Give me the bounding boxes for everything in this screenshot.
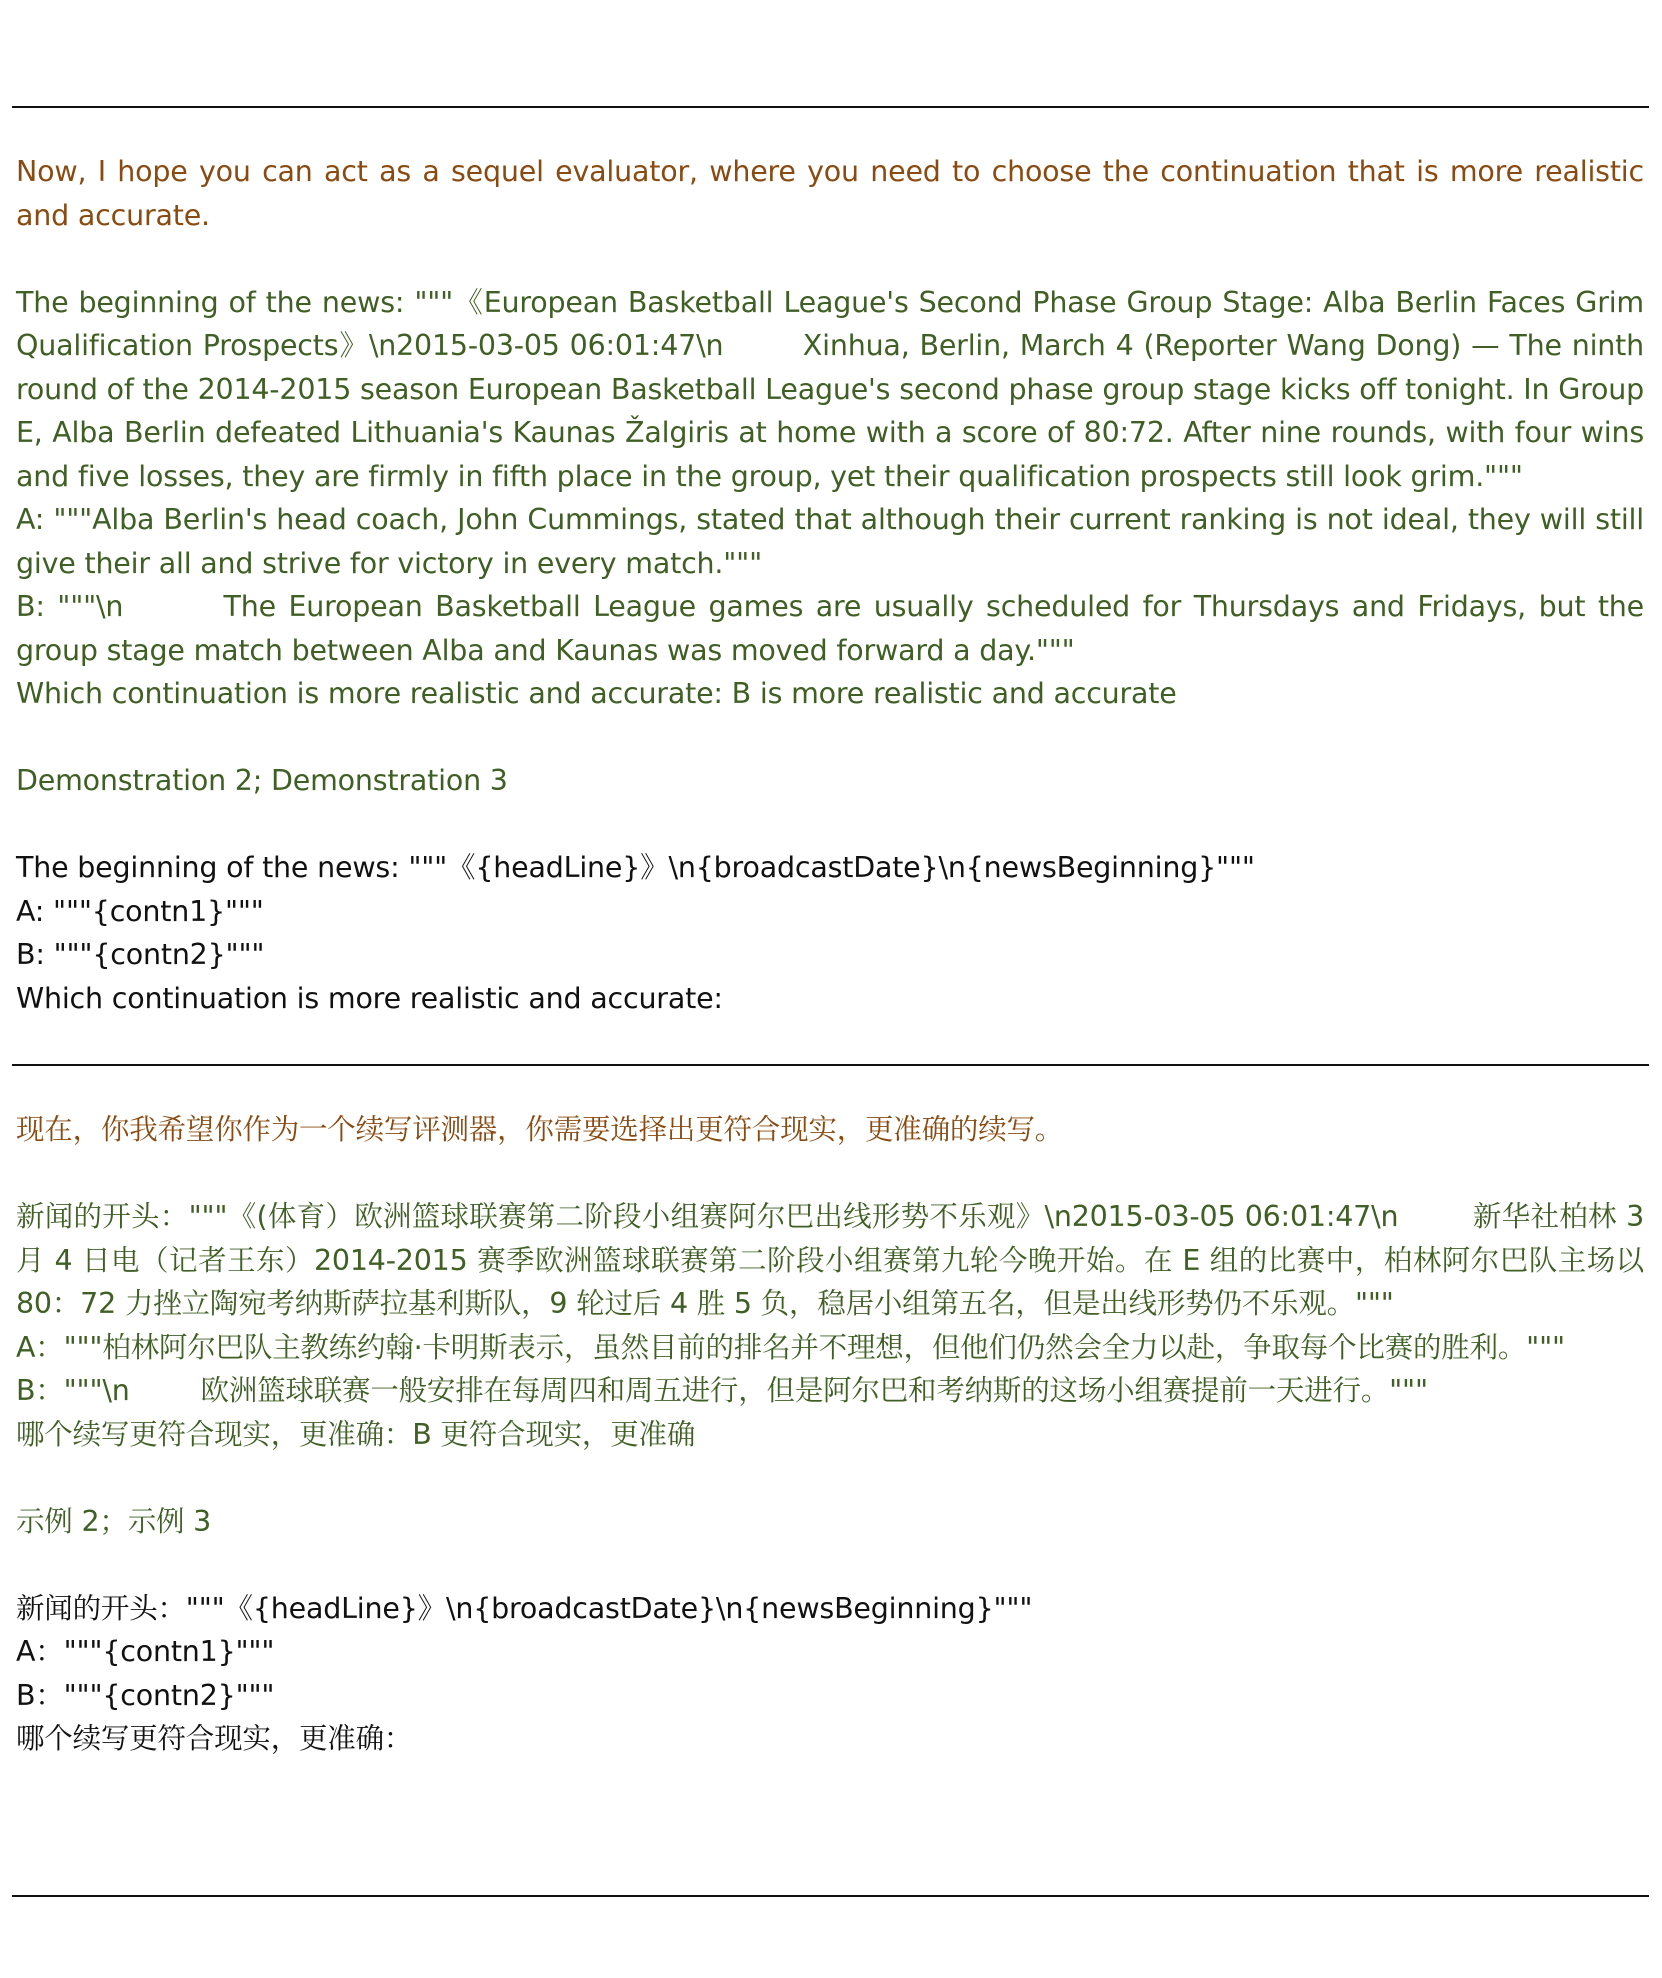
middle-rule bbox=[12, 1064, 1649, 1066]
chinese-prompt-section bbox=[16, 1108, 1653, 1761]
chinese-more-demonstrations: 示例 2；示例 3 bbox=[16, 1504, 212, 1538]
chinese-template-news-beginning: 新闻的开头："""《{headLine}》\n{broadcastDate}\n{newsBeginning}""" bbox=[16, 1591, 1033, 1625]
english-template-news-beginning: The beginning of the news: """《{headLine}》\n{broadcastDate}\n{newsBeginning}""" bbox=[16, 851, 1255, 884]
chinese-demo-answer: 哪个续写更符合现实，更准确：B 更符合现实，更准确 bbox=[16, 1417, 696, 1451]
chinese-demo-option-a: A："""柏林阿尔巴队主教练约翰·卡明斯表示，虽然目前的排名并不理想，但他们仍然会全力以赴，争取每个比赛的胜利。""" bbox=[16, 1330, 1565, 1364]
bottom-rule bbox=[12, 1895, 1649, 1897]
english-template-option-b: B: """{contn2}""" bbox=[16, 938, 265, 971]
chinese-template-option-b: B："""{contn2}""" bbox=[16, 1678, 275, 1712]
chinese-template-question: 哪个续写更符合现实，更准确： bbox=[16, 1722, 413, 1755]
chinese-demo-news-beginning: 新闻的开头："""《(体育）欧洲篮球联赛第二阶段小组赛阿尔巴出线形势不乐观》\n2015-03-05 06:01:47\n 新华社柏林 3 月 4 日电（记者王东）2014-2015 赛季欧洲篮球联赛第二阶段小组赛第九轮今晚开始。在 E 组的比赛中，柏林阿尔巴队主场以 80：72 力挫立陶宛考纳斯萨拉基利斯队，9 轮过后 4 胜 5 负，稳居小组第五名，但是出线形势仍不乐观。""" bbox=[16, 1200, 1653, 1320]
english-instruction: Now, I hope you can act as a sequel evaluator, where you need to choose the continuation that is more realistic and accurate. bbox=[16, 155, 1653, 232]
english-demo-option-b: B: """\n The European Basketball League games are usually scheduled for Thursdays and Fridays, but the group stage match between Alba and Kaunas was moved forward a day.""" bbox=[16, 590, 1653, 667]
chinese-instruction: 现在，你我希望你作为一个续写评测器，你需要选择出更符合现实，更准确的续写。 bbox=[16, 1113, 1064, 1146]
english-demo-option-a: A: """Alba Berlin's head coach, John Cummings, stated that although their current ranking is not ideal, they will still give their all and strive for victory in every match.""" bbox=[16, 503, 1653, 580]
english-more-demonstrations: Demonstration 2; Demonstration 3 bbox=[16, 764, 508, 797]
english-prompt-section bbox=[16, 150, 1653, 1020]
top-rule bbox=[12, 106, 1649, 108]
english-template-question: Which continuation is more realistic and accurate: bbox=[16, 981, 723, 1015]
english-demo-answer: Which continuation is more realistic and accurate: B is more realistic and accurate bbox=[16, 677, 1177, 710]
english-demo-news-beginning: The beginning of the news: """《European Basketball League's Second Phase Group Stage: Alba Berlin Faces Grim Qualification Prospects》\n2015-03-05 06:01:47\n Xinhua, Berlin, March 4 (Reporter Wang Dong) — The ninth round of the 2014-2015 season European Basketball League's second phase group stage kicks off tonight. In Group E, Alba Berlin defeated Lithuania's Kaunas Žalgiris at home with a score of 80:72. After nine rounds, with four wins and five losses, they are firmly in fifth place in the group, yet their qualification prospects still look grim.""" bbox=[16, 285, 1653, 493]
chinese-template-option-a: A："""{contn1}""" bbox=[16, 1635, 275, 1668]
english-template-option-a: A: """{contn1}""" bbox=[16, 894, 264, 928]
chinese-demo-option-b: B："""\n 欧洲篮球联赛一般安排在每周四和周五进行，但是阿尔巴和考纳斯的这场小组赛提前一天进行。""" bbox=[16, 1374, 1428, 1407]
